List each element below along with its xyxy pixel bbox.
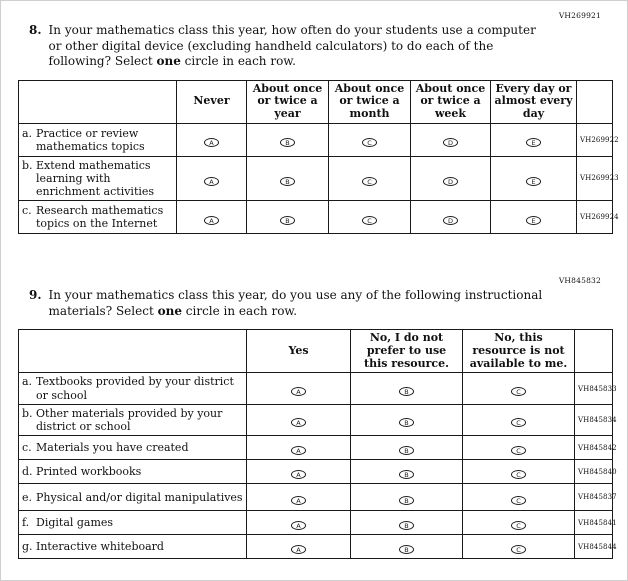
question-8-text-part1: In your mathematics class this year, how often do your students use a computer or other digital device (excluding handheld calculators) to do each of the following? Select [48,23,536,69]
row-letter: e. [22,490,33,504]
answer-cell [351,511,463,535]
table-row [19,123,613,156]
question-9-number: 9. [29,288,42,303]
row-label: Practice or review mathematics topics [36,126,145,153]
answer-oval-icon[interactable]: D [443,177,458,186]
answer-cell [463,460,575,484]
row-label: Extend mathematics learning with enrichment activities [36,158,155,199]
row-letter: f. [22,516,30,530]
table-row [19,484,613,511]
answer-cell [463,535,575,559]
question-8-text-bold: one [156,54,181,69]
answer-cell [247,460,351,484]
answer-cell [329,123,411,156]
row-variable-code: VH269924 [577,201,613,234]
q8-column-header: About once or twice a month [329,80,411,123]
answer-cell [247,156,329,201]
answer-oval-icon[interactable]: A [291,418,306,427]
row-label-cell [19,156,177,201]
answer-cell [351,460,463,484]
row-label-cell [19,436,247,460]
answer-cell [491,123,577,156]
answer-oval-icon[interactable]: A [291,446,306,455]
question-8-text [49,23,551,70]
answer-oval-icon[interactable]: B [399,418,414,427]
question-9-text [49,288,551,319]
question-9 [29,288,611,319]
answer-cell [463,373,575,404]
answer-cell [491,201,577,234]
answer-oval-icon[interactable]: B [399,496,414,505]
row-letter: b. [22,406,33,420]
row-letter: d. [22,465,33,479]
answer-cell [247,436,351,460]
q9-column-header: No, I do not prefer to use this resource. [351,330,463,373]
q8-column-header: About once or twice a week [411,80,491,123]
answer-oval-icon[interactable]: B [399,387,414,396]
row-letter: c. [22,441,32,455]
table-row [19,511,613,535]
answer-cell [177,156,247,201]
row-label: Materials you have created [36,441,189,455]
row-label: Research mathematics topics on the Internet [36,204,164,231]
answer-oval-icon[interactable]: C [362,177,377,186]
q9-column-header: Yes [247,330,351,373]
row-label: Printed workbooks [36,465,142,479]
table-row [19,404,613,435]
row-label-cell [19,511,247,535]
q8-code-column-header [577,80,613,123]
row-label-cell [19,460,247,484]
row-label: Digital games [36,516,114,530]
answer-oval-icon[interactable]: B [280,177,295,186]
q8-response-table [18,80,619,234]
answer-cell [247,535,351,559]
answer-oval-icon[interactable]: A [291,545,306,554]
table-row [19,373,613,404]
answer-oval-icon[interactable]: C [511,446,526,455]
question-9-text-part2: circle in each row. [181,303,298,318]
answer-oval-icon[interactable]: E [526,216,541,225]
answer-oval-icon[interactable]: C [511,470,526,479]
q9-response-table [18,329,617,559]
q8-header-row [19,80,613,123]
question-9-text-bold: one [157,303,182,318]
answer-cell [411,156,491,201]
answer-oval-icon[interactable]: B [399,545,414,554]
answer-cell [177,123,247,156]
table-row [19,201,613,234]
answer-cell [351,436,463,460]
row-letter: a. [22,375,33,389]
answer-cell [247,373,351,404]
row-variable-code: VH845834 [575,404,613,435]
answer-cell [351,484,463,511]
table-row [19,535,613,559]
answer-cell [329,201,411,234]
variable-code-q9: VH845832 [558,276,601,286]
answer-oval-icon[interactable]: C [362,216,377,225]
row-variable-code: VH845844 [575,535,613,559]
answer-cell [463,436,575,460]
row-letter: c. [22,204,32,218]
q9-header-empty [19,330,247,373]
answer-cell [247,404,351,435]
answer-cell [463,404,575,435]
question-8-text-part2: circle in each row. [180,54,296,69]
q9-column-header: No, this resource is not available to me. [463,330,575,373]
answer-cell [351,535,463,559]
question-8-number: 8. [29,23,42,37]
table-row [19,460,613,484]
answer-oval-icon[interactable]: C [511,418,526,427]
answer-oval-icon[interactable]: B [399,446,414,455]
answer-oval-icon[interactable]: A [204,138,219,147]
answer-oval-icon[interactable]: A [291,387,306,396]
row-variable-code: VH845841 [575,511,613,535]
answer-oval-icon[interactable]: A [291,496,306,505]
row-label: Interactive whiteboard [36,540,164,554]
answer-cell [177,201,247,234]
row-label-cell [19,404,247,435]
answer-oval-icon[interactable]: A [204,216,219,225]
question-8 [29,23,611,70]
answer-oval-icon[interactable]: B [399,470,414,479]
row-label-cell [19,535,247,559]
row-variable-code: VH845833 [575,373,613,404]
answer-cell [411,123,491,156]
answer-cell [411,201,491,234]
row-letter: b. [22,158,33,172]
q9-header-row [19,330,613,373]
question-9-text-part1: In your mathematics class this year, do you use any of the following instructional materials? Select [48,288,543,318]
row-label: Textbooks provided by your district or school [36,375,234,402]
answer-cell [491,156,577,201]
answer-cell [351,404,463,435]
row-label-cell [19,373,247,404]
row-variable-code: VH845840 [575,460,613,484]
row-label: Other materials provided by your district or school [36,406,223,433]
q8-column-header: Never [177,80,247,123]
q9-code-column-header [575,330,613,373]
answer-oval-icon[interactable]: E [526,177,541,186]
answer-oval-icon[interactable]: A [291,521,306,530]
q8-column-header: Every day or almost every day [491,80,577,123]
answer-oval-icon[interactable]: B [280,138,295,147]
answer-oval-icon[interactable]: A [291,470,306,479]
row-variable-code: VH845842 [575,436,613,460]
row-variable-code: VH269923 [577,156,613,201]
q8-header-empty [19,80,177,123]
answer-oval-icon[interactable]: C [511,521,526,530]
row-variable-code: VH845837 [575,484,613,511]
answer-cell [351,373,463,404]
row-label: Physical and/or digital manipulatives [36,490,243,504]
q8-column-header: About once or twice a year [247,80,329,123]
answer-cell [247,511,351,535]
row-variable-code: VH269922 [577,123,613,156]
variable-code-q8: VH269921 [558,11,601,20]
table-row [19,436,613,460]
answer-cell [329,156,411,201]
answer-cell [463,484,575,511]
answer-oval-icon[interactable]: A [204,177,219,186]
row-label-cell [19,201,177,234]
answer-oval-icon[interactable]: B [280,216,295,225]
answer-cell [247,201,329,234]
answer-oval-icon[interactable]: C [362,138,377,147]
row-letter: a. [22,126,33,140]
answer-oval-icon[interactable]: E [526,138,541,147]
answer-oval-icon[interactable]: D [443,216,458,225]
table-row [19,156,613,201]
section-spacer [17,234,611,276]
answer-oval-icon[interactable]: B [399,521,414,530]
answer-cell [247,484,351,511]
answer-oval-icon[interactable]: C [511,496,526,505]
answer-cell [463,511,575,535]
row-label-cell [19,123,177,156]
answer-oval-icon[interactable]: C [511,545,526,554]
answer-oval-icon[interactable]: D [443,138,458,147]
answer-cell [247,123,329,156]
row-letter: g. [22,540,33,554]
row-label-cell [19,484,247,511]
answer-oval-icon[interactable]: C [511,387,526,396]
